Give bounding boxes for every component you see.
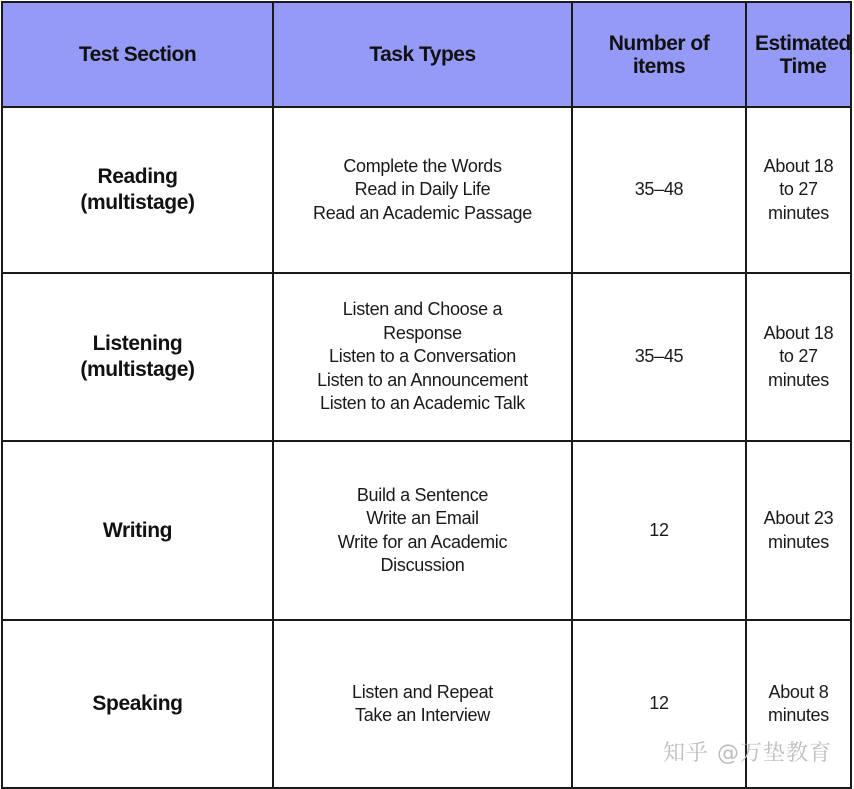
header-label: Task Types <box>369 43 476 66</box>
estimated-time-value: About 18 to 27 minutes <box>763 155 834 223</box>
estimated-time-cell <box>746 273 851 441</box>
table-row <box>2 273 851 441</box>
test-structure-table <box>1 1 852 789</box>
task-type: Listen to an Announcement <box>317 369 528 390</box>
section-name: Writing <box>102 518 173 542</box>
number-of-items-cell: 12 <box>572 441 746 620</box>
section-name: Reading <box>97 165 178 188</box>
test-section-cell <box>2 620 273 788</box>
task-type: Listen to a Conversation <box>329 346 516 367</box>
header-label: Number of items <box>608 31 710 78</box>
table-row <box>2 107 851 273</box>
test-section-cell <box>2 273 273 441</box>
task-types-cell <box>273 107 572 273</box>
task-type: Read an Academic Passage <box>313 202 532 223</box>
task-type: Complete the Words <box>343 155 502 176</box>
section-name: Speaking <box>92 692 183 715</box>
task-type: Write an Email <box>366 508 479 528</box>
task-type: Response <box>383 322 462 343</box>
task-type: Read in Daily Life <box>354 179 491 200</box>
test-section-cell <box>2 107 273 273</box>
task-types-cell <box>273 273 572 441</box>
task-type: Take an Interview <box>355 705 490 725</box>
task-type: Discussion <box>380 555 465 575</box>
task-type: Write for an Academic <box>337 531 508 552</box>
estimated-time-cell <box>746 441 851 620</box>
number-of-items-cell: 12 <box>572 620 746 788</box>
section-name: Listening <box>92 332 183 355</box>
estimated-time-value: About 18 to 27 minutes <box>763 322 834 390</box>
watermark: 知乎 @万垫教育 <box>663 741 832 766</box>
table-row <box>2 441 851 620</box>
header-label: Test Section <box>78 43 197 66</box>
header-estimated-time <box>746 2 851 107</box>
number-of-items-cell: 35–45 <box>572 273 746 441</box>
task-type: Listen to an Academic Talk <box>320 393 525 414</box>
header-row <box>2 2 851 107</box>
number-of-items-cell: 35–48 <box>572 107 746 273</box>
task-type: Listen and Repeat <box>351 681 493 702</box>
test-section-cell <box>2 441 273 620</box>
section-name: (multistage) <box>80 358 195 381</box>
estimated-time-cell <box>746 107 851 273</box>
task-type: Build a Sentence <box>356 484 489 505</box>
task-types-cell <box>273 620 572 788</box>
section-name: (multistage) <box>80 191 195 214</box>
header-task-types <box>273 2 572 107</box>
task-type: Listen and Choose a <box>342 299 503 320</box>
header-label: Estimated Time <box>755 31 851 78</box>
header-test-section <box>2 2 273 107</box>
estimated-time-value: About 8 minutes <box>768 681 829 725</box>
task-types-cell <box>273 441 572 620</box>
estimated-time-value: About 23 minutes <box>763 508 834 552</box>
header-number-of-items <box>572 2 746 107</box>
